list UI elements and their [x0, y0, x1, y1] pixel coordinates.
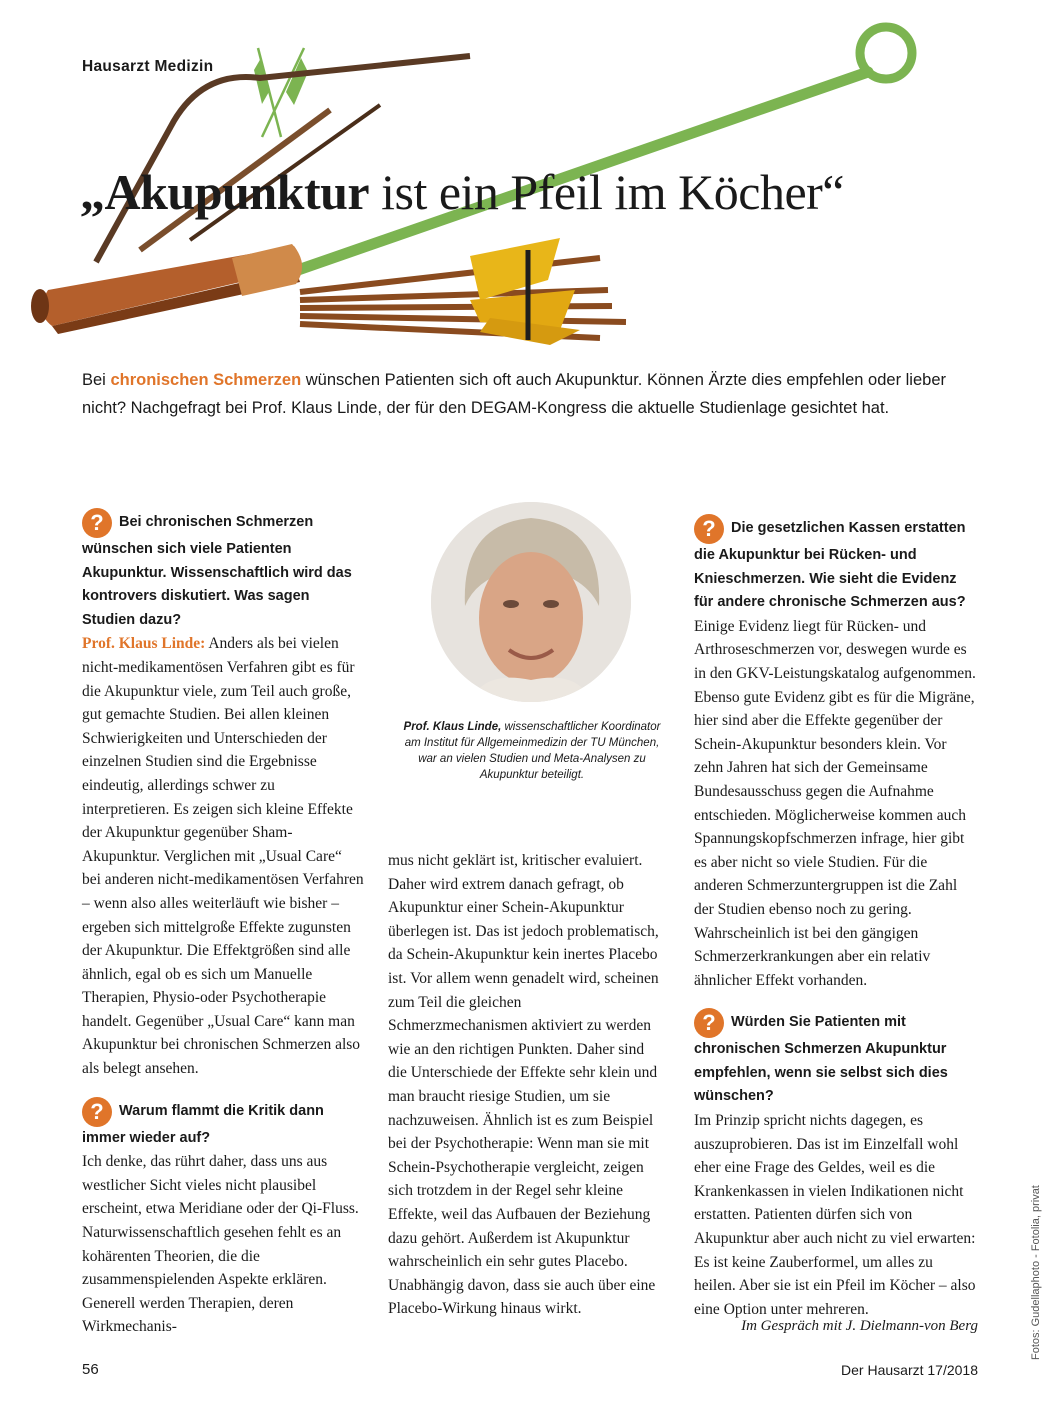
question-icon: ? — [82, 1097, 112, 1127]
journal-issue: Der Hausarzt 17/2018 — [841, 1362, 978, 1378]
portrait-caption: Prof. Klaus Linde, wissenschaftlicher Koordinator am Institut für Allgemeinmedizin der TU München, war an vielen Studien und Meta-Analysen zu Akupunktur beteiligt. — [403, 721, 661, 781]
lead-paragraph: Bei chronischen Schmerzen wünschen Patienten sich oft auch Akupunktur. Können Ärzte dies empfehlen oder lieber nicht? Nachgefragt bei Prof. Klaus Linde, der für den DEGAM-Kongress die aktuelle Studienlage gesichtet hat. — [82, 371, 947, 417]
question-icon: ? — [82, 508, 112, 538]
column-middle — [388, 849, 664, 1321]
lead-highlight: chronischen Schmerzen — [110, 371, 302, 389]
answer-1: Prof. Klaus Linde: Anders als bei vielen nicht-medikamentösen Verfahren gibt es für die Akupunktur viele, zum Teil auch große, gut gemachte Studien. Bei allen kleinen Schwierigkeiten und Unterschieden der einzelnen Studien sind die Ergebnisse eindeutig, allerdings schwer zu interpretieren. Es zeigen sich kleine Effekte der Akupunktur gegenüber Sham-Akupunktur. Verglichen mit „Usual Care“ bei anderen nicht-medikamentösen Verfahren – wenn also alles weiterläuft wie bisher – ergeben sich mittelgroße Effekte zugunsten der Akupunktur. Die Effektgrößen sind alle ähnlich, egal ob es sich um Manuelle Therapien, Physio-oder Psychotherapie handelt. Gegenüber „Usual Care“ kann man Akupunktur bei chronischen Schmerzen also als belegt ansehen. — [82, 635, 364, 1078]
answer-2-continued: mus nicht geklärt ist, kritischer evaluiert. Daher wird extrem danach gefragt, ob Akupunktur einer Schein-Akupunktur überlegen ist. Das ist jedoch problematisch, da Schein-Akupunktur kein inertes Placebo ist. Vor allem wenn genadelt wird, scheinen zum Teil die gleichen Schmerzmechanismen aktiviert zu werden wie an den richtigen Punkten. Daher sind die Unterschiede der Effekte sehr klein und man braucht riesige Studien, um sie nachzuweisen. Ähnlich ist es zum Beispiel bei der Psychotherapie: Wenn man sie mit Schein-Psychotherapie vergleicht, zeigen sich trotzdem in der Regel sehr kleine Effekte, weil das Aufbauen der Beziehung dazu gehört. Außerdem ist Akupunktur wahrscheinlich ein sehr gutes Placebo. Unabhängig davon, dass sie auch über eine Placebo-Wirkung hinaus wirkt. — [388, 852, 659, 1318]
answer-2: Ich denke, das rührt daher, dass uns aus westlicher Sicht vieles nicht plausibel erscheint, etwa Meridiane oder der Qi-Fluss. Naturwissenschaftlich gesehen fehlt es an kohärenten Theorien, die die zusammenspielenden Aspekte erklären. Generell werden Therapien, deren Wirkmechanis- — [82, 1153, 359, 1336]
question-1: ? Bei chronischen Schmerzen wünschen sich viele Patienten Akupunktur. Wissenschaftlich wird das kontrovers diskutiert. Was sagen Studien dazu? — [82, 510, 352, 628]
question-3: ? Die gesetzlichen Kassen erstatten die Akupunktur bei Rücken- und Knieschmerzen. Wie sieht die Evidenz für andere chronische Schmerzen aus? — [694, 516, 966, 611]
column-left — [82, 508, 364, 1339]
photo-credit: Fotos: Gudellaphoto - Fotolia, privat — [1030, 1185, 1042, 1360]
portrait-photo — [431, 502, 631, 702]
needles-icon — [254, 48, 308, 137]
section-label: Hausarzt Medizin — [82, 58, 214, 75]
portrait-icon — [431, 502, 631, 702]
answer-4: Im Prinzip spricht nichts dagegen, es auszuprobieren. Das ist im Einzelfall wohl eher eine Frage des Geldes, weil es die Krankenkassen in vielen Indikationen nicht erstatten. Patienten dürfen sich von Akupunktur aber auch nicht zu viel erwarten: Es ist keine Zauberformel, um alles zu heilen. Aber sie ist ein Pfeil im Köcher – also eine Option unter mehreren. — [694, 1112, 976, 1318]
question-icon: ? — [694, 1008, 724, 1038]
page-number: 56 — [82, 1361, 99, 1378]
column-right — [694, 514, 978, 1321]
question-icon: ? — [694, 514, 724, 544]
question-4: ? Würden Sie Patienten mit chronischen Schmerzen Akupunktur empfehlen, wenn sie selbst sich dies wünschen? — [694, 1010, 948, 1105]
answer-3: Einige Evidenz liegt für Rücken- und Arthroseschmerzen vor, deswegen wurde es in den GKV-Leistungskatalog aufgenommen. Ebenso gute Evidenz gibt es für die Migräne, hier sind aber die Effekte gegenüber der Schein-Akupunktur besonders klein. Vor zehn Jahren hat sich der Gemeinsame Bundesausschuss gegen die Aufnahme entschieden. Möglicherweise kommen auch Spannungskopfschmerzen infrage, hier gibt es aber nicht so viele Studien. Für die anderen Schmerzuntergruppen ist die Zahl der Studien ebenso noch zu gering. Wahrscheinlich ist bei den gängigen Schmerzerkrankungen aber ein relativ ähnlicher Effekt vorhanden. — [694, 617, 976, 989]
quiver-icon — [31, 244, 302, 334]
interview-signature: Im Gespräch mit J. Dielmann-von Berg — [741, 1318, 978, 1334]
speaker-label: Prof. Klaus Linde: — [82, 635, 206, 653]
question-2: ? Warum flammt die Kritik dann immer wieder auf? — [82, 1098, 324, 1146]
article-title: „Akupunktur ist ein Pfeil im Köcher“ — [80, 164, 844, 220]
